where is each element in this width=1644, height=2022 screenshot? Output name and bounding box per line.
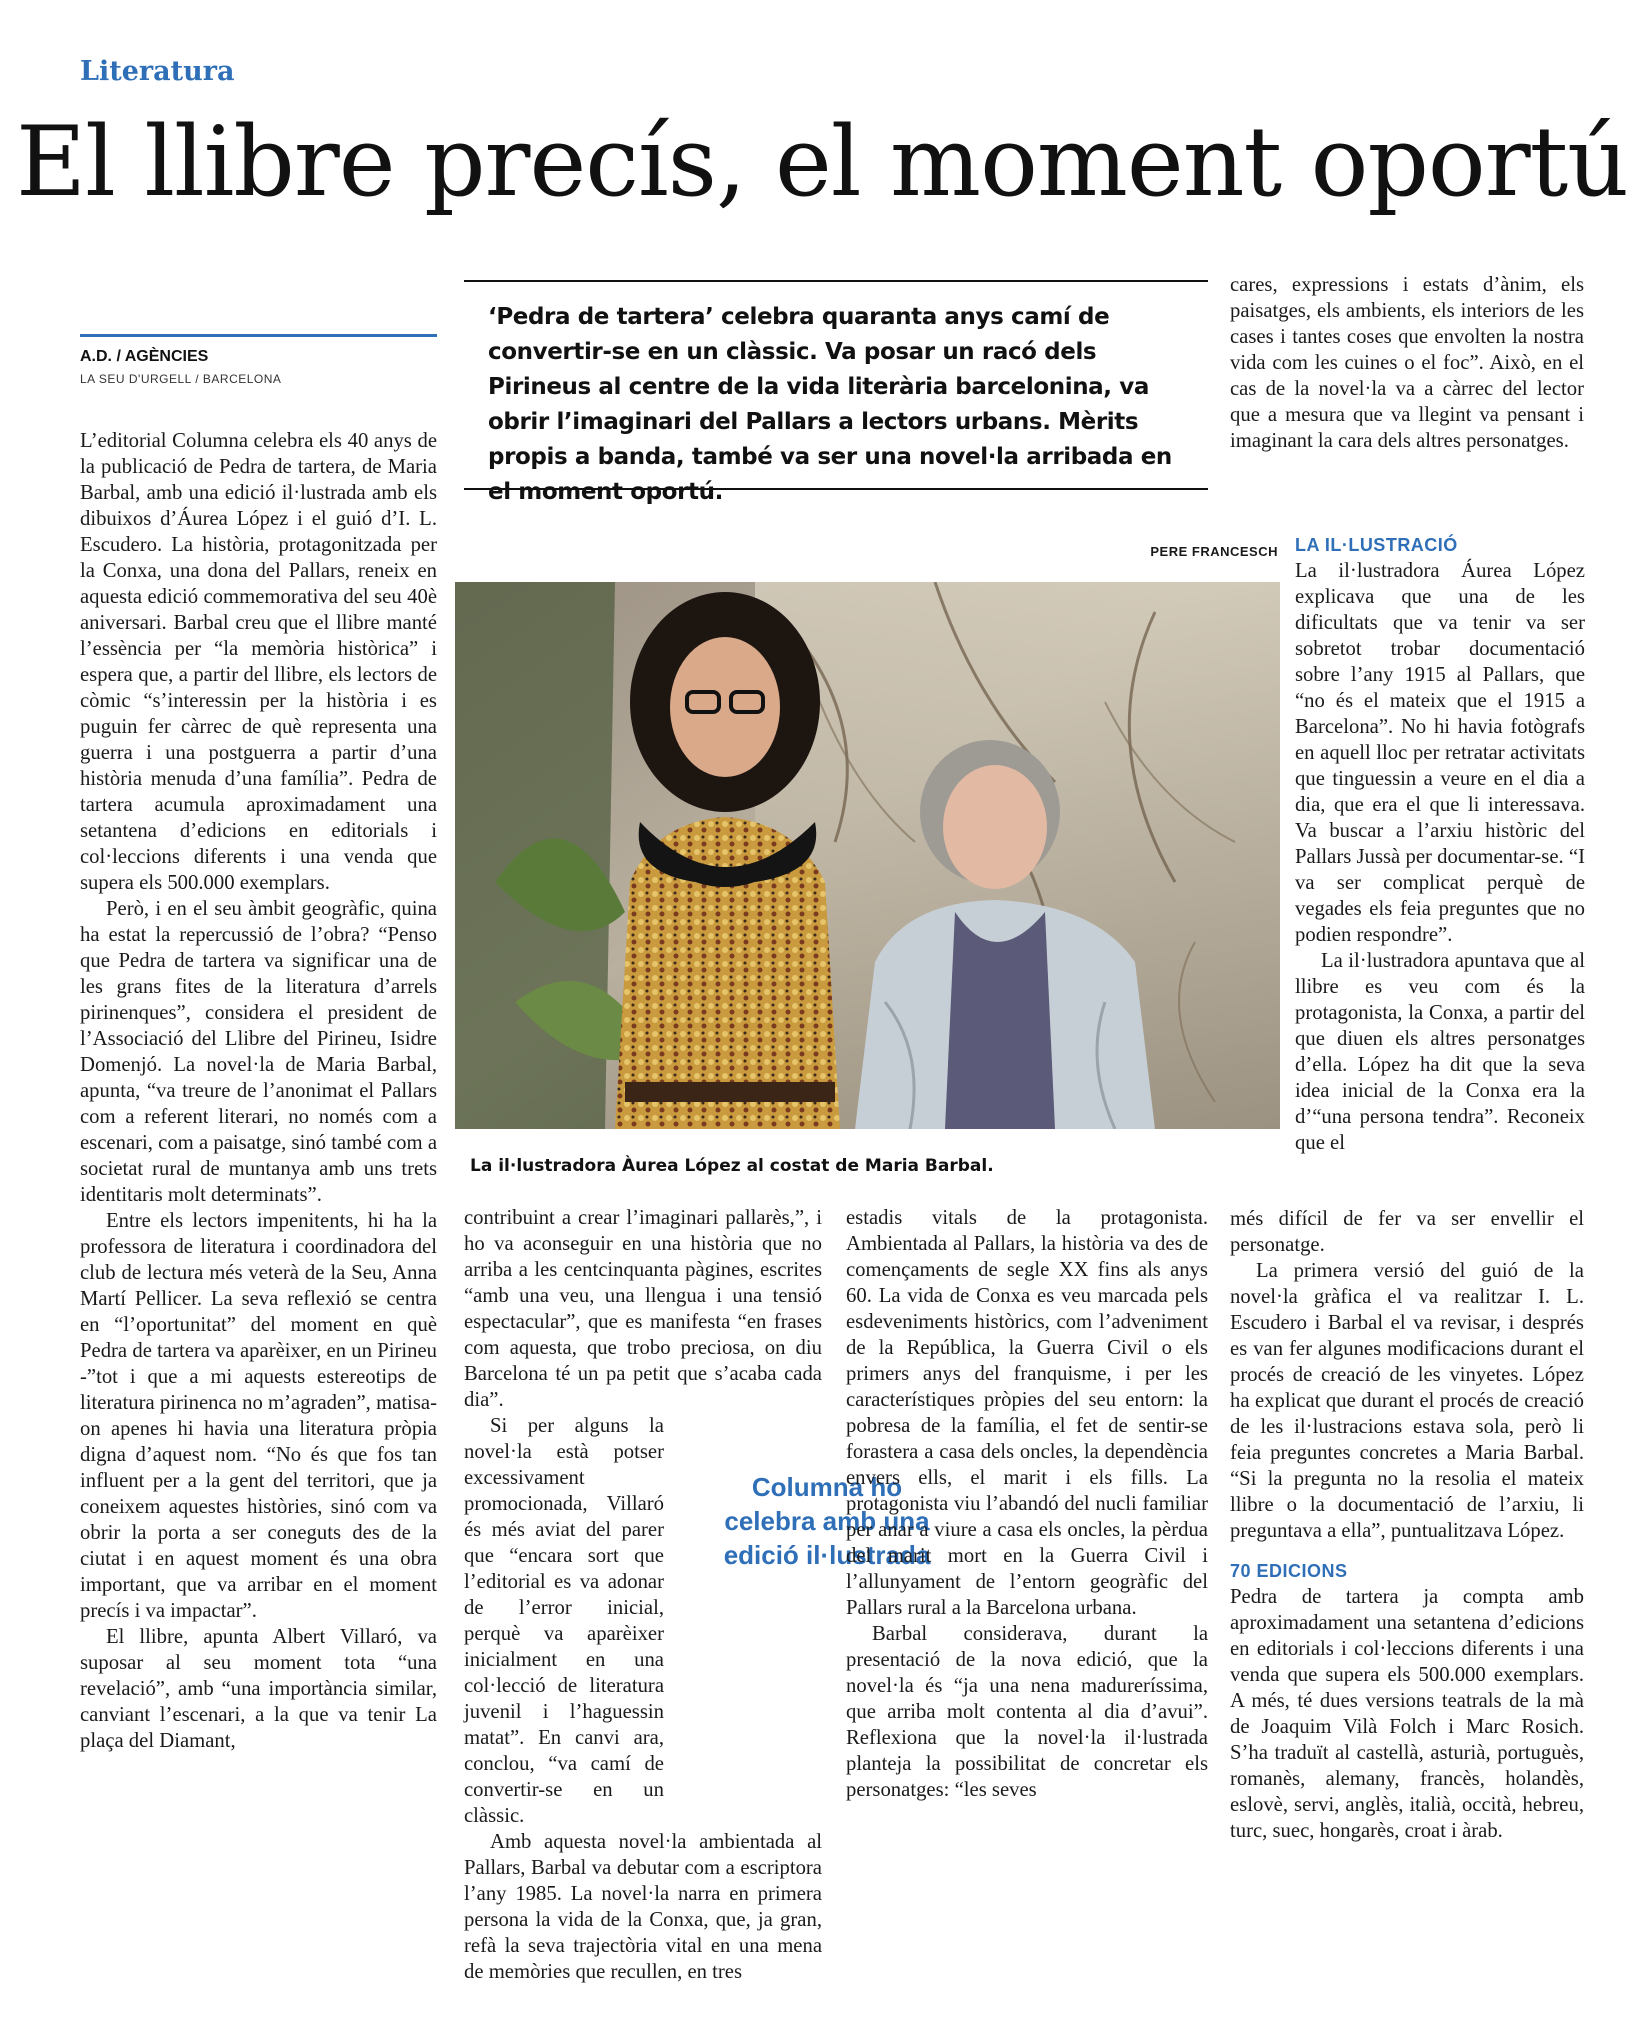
paragraph: Amb aquesta novel·la ambientada al Pallars, Barbal va debutar com a escriptora l’any 1985. La novel·la narra en primera persona la vida de la Conxa, que, ja gran, refà la seva trajectòria vital en una mena de memòries que recullen, en tres xyxy=(464,1831,822,1983)
article-column-4-top xyxy=(1230,272,1584,454)
pull-quote: Columna ho celebra amb una edició il·lustrada xyxy=(723,1472,931,1570)
headline: El llibre precís, el moment oportú xyxy=(16,106,1628,218)
lead-rule-bottom xyxy=(464,488,1208,490)
paragraph: Pedra de tartera ja compta amb aproximadament una setantena d’edicions en editorials i col·leccions diferents i una venda que supera els 500.000 exemplars. A més, té dues versions teatrals de la mà de Joaquim Vilà Folch i Marc Rosich. S’ha traduït al castellà, asturià, portuguès, romanès, alemany, francès, holandès, eslovè, servi, anglès, italià, occità, hebreu, turc, suec, hongarès, croat i àrab. xyxy=(1230,1586,1584,1842)
article-column-4-bottom xyxy=(1230,1206,1584,1844)
paragraph: La primera versió del guió de la novel·la gràfica el va realitzar I. L. Escudero i Barbal el va revisar, i després es van fer algunes modificacions durant el procés de creació de les vinyetes. López ha explicat que durant el procés de creació de les il·lustracions estava sola, però li feia preguntes concretes a Maria Barbal. “Si la pregunta no la resolia el mateix llibre o la documentació de l’arxiu, li preguntava a ella”, puntualitzava López. xyxy=(1230,1260,1584,1542)
article-column-3 xyxy=(846,1205,1208,1803)
paragraph: Però, i en el seu àmbit geogràfic, quina ha estat la repercussió de l’obra? “Penso que Pedra de tartera va significar una de les grans fites de la literatura d’arrels pirinenques”, considera el president de l’Associació del Llibre del Pirineu, Isidre Domenjó. La novel·la de Maria Barbal, apunta, “va treure de l’anonimat el Pallars com a referent literari, no només com a escenari, com a paisatge, sinó també com a societat rural de muntanya amb uns trets identitaris molt determinats”. xyxy=(80,898,437,1206)
paragraph: cares, expressions i estats d’ànim, els paisatges, els ambients, els interiors de les cases i tantes coses que envolten la nostra vida com les cuines o el foc”. Això, en el cas de la novel·la va a càrrec del lector que a mesura que va llegint va pensant i imaginant la cara dels altres personatges. xyxy=(1230,274,1584,452)
byline-rule xyxy=(80,334,437,337)
portrait-photo xyxy=(455,582,1280,1129)
photo xyxy=(455,582,1280,1129)
byline-place: LA SEU D'URGELL / BARCELONA xyxy=(80,372,282,386)
article-column-2 xyxy=(464,1205,822,1985)
photo-credit: PERE FRANCESCH xyxy=(1150,544,1278,559)
article-column-1 xyxy=(80,428,437,1754)
lead-rule-top xyxy=(464,280,1208,282)
paragraph: La il·lustradora apuntava que al llibre es veu com és la protagonista, la Conxa, a partir del que diuen els altres personatges d’ella. López ha dit que la seva idea inicial de la Conxa era la d’“una persona tendra”. Reconeix que el xyxy=(1295,950,1585,1154)
paragraph: La il·lustradora Áurea López explicava que una de les dificultats que va tenir va ser sobretot trobar documentació sobre l’any 1915 al Pallars, que “no és el mateix que el 1915 a Barcelona”. No hi havia fotògrafs en aquell lloc per retratar activitats que tinguessin a veure en el dia a dia, que era el que li interessava. Va buscar a l’arxiu històric del Pallars Jussà per documentar-se. “I va ser complicat perquè de vegades els feia preguntes que no podien respondre”. xyxy=(1295,560,1585,946)
subheading-editions: 70 EDICIONS xyxy=(1230,1561,1348,1581)
paragraph: L’editorial Columna celebra els 40 anys de la publicació de Pedra de tartera, de Maria Barbal, amb una edició il·lustrada amb els dibuixos d’Áurea López i el guió d’I. L. Escudero. La història, protagonitzada per la Conxa, una dona del Pallars, reneix en aquesta edició commemorativa del seu 40è aniversari. Barbal creu que el llibre manté l’essència per “la memòria històrica” i espera que, a partir del llibre, els lectors de còmic “s’interessin per la història i es puguin fer càrrec de què representa una guerra i una postguerra a partir d’una història menuda d’una família”. Pedra de tartera acumula aproximadament una setantena d’edicions en editorials i col·leccions diferents i una venda que supera els 500.000 exemplars. xyxy=(80,430,437,894)
subheading-illustration: LA IL·LUSTRACIÓ xyxy=(1295,535,1458,555)
paragraph: Entre els lectors impenitents, hi ha la professora de literatura i coordinadora del club de lectura més veterà de la Seu, Anna Martí Pellicer. La seva reflexió se centra en “l’oportunitat” del moment en què Pedra de tartera va aparèixer, en un Pirineu -”tot i que a mi aquests estereotips de literatura pirinenca no m’agraden”, matisa- on apenes hi havia una literatura pròpia digna d’aquest nom. “No és que fos tan influent per a la gent del territori, que ja coneixem aquestes històries, sinó com va obrir la porta a ser coneguts des de la ciutat i en aquest moment és una obra important, que va arribar en el moment precís i va impactar”. xyxy=(80,1210,437,1622)
byline-author: A.D. / AGÈNCIES xyxy=(80,348,209,365)
paragraph: estadis vitals de la protagonista. Ambientada al Pallars, la història va des de començaments de segle XX fins als anys 60. La vida de Conxa es veu marcada pels esdeveniments històrics, com l’adveniment de la República, la Guerra Civil o els primers anys del franquisme, i per les característiques pròpies del seu entorn: la pobresa de la família, el fet de sentir-se forastera a casa dels oncles, la dependència envers ells, el marit i els fills. La protagonista viu l’abandó del nucli familiar per anar a viure a casa els oncles, la pèrdua del marit mort en la Guerra Civil i l’allunyament de l’entorn geogràfic del Pallars rural a la Barcelona urbana. xyxy=(846,1207,1208,1619)
paragraph: Barbal considerava, durant la presentació de la nova edició, que la novel·la és “ja una nena madureríssima, que arriba molt contenta al dia d’avui”. Reflexiona que la novel·la il·lustrada planteja la possibilitat de concretar els personatges: “les seves xyxy=(846,1623,1208,1801)
lead-paragraph: ‘Pedra de tartera’ celebra quaranta anys camí de convertir-se en un clàssic. Va posar un racó dels Pirineus al centre de la vida literària barcelonina, va obrir l’imaginari del Pallars a lectors urbans. Mèrits propis a banda, també va ser una novel·la arribada en el moment oportú. xyxy=(488,304,1172,505)
paragraph: més difícil de fer va ser envellir el personatge. xyxy=(1230,1208,1584,1256)
paragraph: El llibre, apunta Albert Villaró, va suposar al seu moment tota “una revelació”, amb “una importància similar, canviant l’escenari, a la que va tenir La plaça del Diamant, xyxy=(80,1626,437,1752)
paragraph: contribuint a crear l’imaginari pallarès,”, i ho va aconseguir en una història que no arriba a les centcinquanta pàgines, escrites “amb una veu, una llengua i una tensió espectacular”, que es manifesta “en frases com aquesta, que trobo preciosa, on diu Barcelona té un pa petit que s’acaba cada dia”. xyxy=(464,1207,822,1411)
section-label: Literatura xyxy=(80,56,235,87)
article-column-4-narrow xyxy=(1295,532,1585,1156)
photo-caption: La il·lustradora Àurea López al costat de Maria Barbal. xyxy=(470,1156,994,1176)
paragraph: Si per alguns la novel·la està potser excessivament promocionada, Villaró és més aviat del parer que “encara sort que l’editorial es va adonar de l’error inicial, perquè va aparèixer inicialment en una col·lecció de literatura juvenil i l’haguessin matat”. En canvi ara, conclou, “va camí de convertir-se en un clàssic. xyxy=(464,1415,664,1827)
